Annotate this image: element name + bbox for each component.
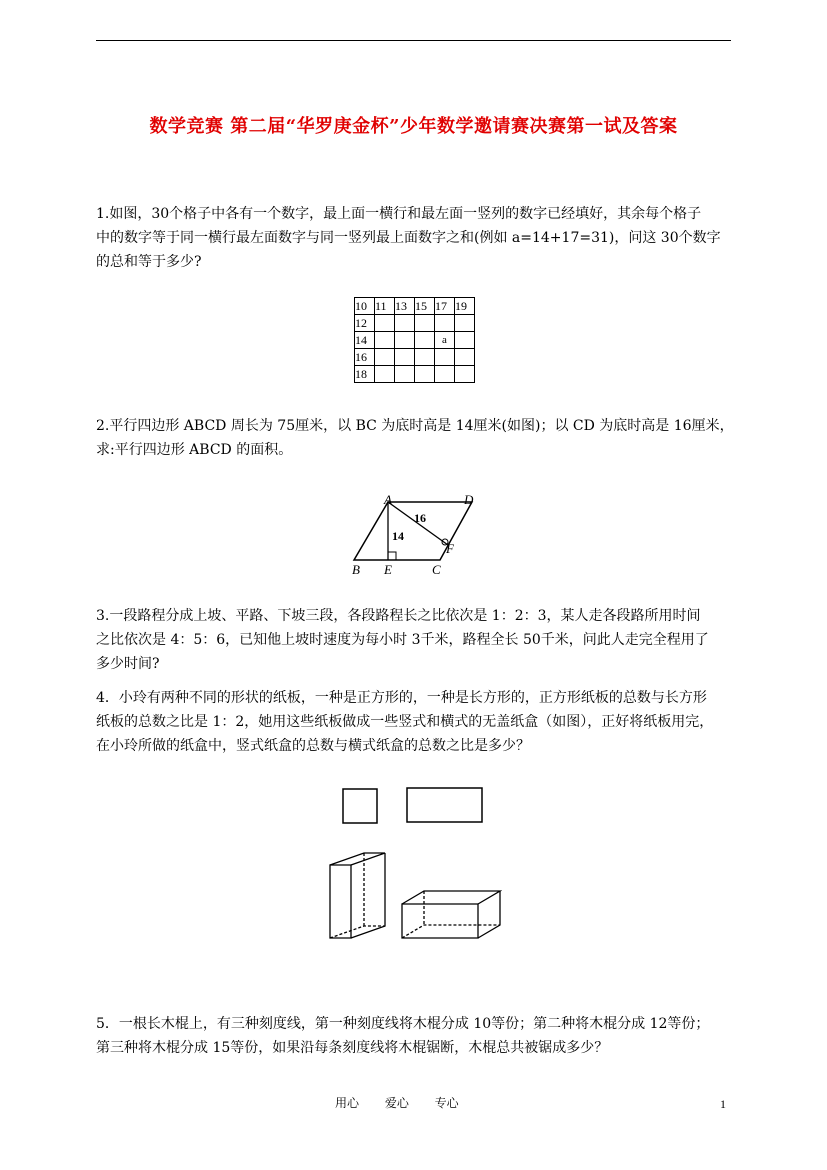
problem-1-line-3: 的总和等于多少? <box>96 254 202 270</box>
problem-3-line-1: 3.一段路程分成上坡、平路、下坡三段，各段路程长之比依次是 1：2：3，某人走各段路所用时间 <box>96 608 701 624</box>
number-grid-figure <box>354 297 475 383</box>
grid-cell <box>375 332 395 349</box>
parallelogram-figure <box>340 490 490 580</box>
grid-cell <box>415 315 435 332</box>
grid-row <box>355 366 475 383</box>
footer-motto: 用心 爱心 专心 <box>335 1096 459 1110</box>
grid-cell <box>455 366 475 383</box>
grid-cell: 12 <box>355 315 375 332</box>
problem-1-line-2: 中的数字等于同一横行最左面数字与同一竖列最上面数字之和(例如 a=14+17=31)，问这 30个数字 <box>96 230 721 246</box>
page-number: 1 <box>720 1097 726 1111</box>
grid-cell <box>395 315 415 332</box>
grid-cell: a <box>435 332 455 349</box>
grid-cell: 13 <box>395 298 415 315</box>
grid-cell: 15 <box>415 298 435 315</box>
grid-row <box>355 349 475 366</box>
grid-cell: 17 <box>435 298 455 315</box>
problem-3-line-2: 之比依次是 4：5：6，已知他上坡时速度为每小时 3千米，路程全长 50千米，问此人走完全程用了 <box>96 632 709 648</box>
grid-cell: 14 <box>355 332 375 349</box>
problem-4-line-3: 在小玲所做的纸盒中，竖式纸盒的总数与横式纸盒的总数之比是多少？ <box>96 738 530 754</box>
problem-1-line-1: 1.如图，30个格子中各有一个数字，最上面一横行和最左面一竖列的数字已经填好，其余每个格子 <box>96 206 702 222</box>
square-board <box>343 789 377 823</box>
problem-5-line-1: 5．一根长木棍上，有三种刻度线，第一种刻度线将木棍分成 10等份；第二种将木棍分成 12等份； <box>96 1016 710 1032</box>
problem-2 <box>96 414 736 462</box>
problem-3 <box>96 604 736 676</box>
number-grid <box>354 297 475 383</box>
problem-4-line-1: 4．小玲有两种不同的形状的纸板，一种是正方形的，一种是长方形的，正方形纸板的总数与长方形 <box>96 690 707 706</box>
grid-cell <box>435 349 455 366</box>
grid-cell <box>395 332 415 349</box>
grid-cell <box>455 332 475 349</box>
grid-cell <box>455 349 475 366</box>
problem-1 <box>96 202 736 274</box>
grid-cell <box>395 349 415 366</box>
grid-cell: 11 <box>375 298 395 315</box>
label-height-16: 16 <box>414 511 426 525</box>
grid-row <box>355 298 475 315</box>
grid-cell <box>375 366 395 383</box>
problem-3-line-3: 多少时间? <box>96 656 160 672</box>
horizontal-box <box>402 891 500 938</box>
grid-cell: 16 <box>355 349 375 366</box>
grid-cell <box>435 366 455 383</box>
grid-cell <box>375 315 395 332</box>
problem-2-line-2: 求:平行四边形 ABCD 的面积。 <box>96 442 293 458</box>
label-f: F <box>446 541 454 556</box>
label-e: E <box>384 562 392 577</box>
label-d: D <box>464 492 474 507</box>
rectangle-board <box>407 788 482 822</box>
grid-row <box>355 332 475 349</box>
problem-2-line-1: 2.平行四边形 ABCD 周长为 75厘米，以 BC 为底时高是 14厘米(如图)；以 CD 为底时高是 16厘米， <box>96 418 734 434</box>
grid-cell <box>415 349 435 366</box>
paper-boxes-figure <box>322 780 502 948</box>
label-height-14: 14 <box>392 529 404 543</box>
vertical-box <box>330 853 385 938</box>
page-title: 数学竞赛 第二届“华罗庚金杯”少年数学邀请赛决赛第一试及答案 <box>149 116 678 137</box>
grid-cell: 18 <box>355 366 375 383</box>
grid-cell <box>375 349 395 366</box>
label-c: C <box>432 562 441 577</box>
problem-4-line-2: 纸板的总数之比是 1：2，她用这些纸板做成一些竖式和横式的无盖纸盒（如图），正好将纸板用完， <box>96 714 714 730</box>
label-b: B <box>352 562 360 577</box>
grid-cell: 10 <box>355 298 375 315</box>
problem-5-line-2: 第三种将木棍分成 15等份，如果沿每条刻度线将木棍锯断，木棍总共被锯成多少？ <box>96 1040 609 1056</box>
header-rule <box>96 40 731 41</box>
parallelogram-abcd <box>354 502 472 560</box>
problem-4 <box>96 686 736 758</box>
label-a: A <box>384 492 392 507</box>
problem-5 <box>96 1012 736 1060</box>
grid-row <box>355 315 475 332</box>
grid-cell: 19 <box>455 298 475 315</box>
right-angle-e <box>388 552 396 560</box>
grid-cell <box>455 315 475 332</box>
grid-cell <box>435 315 455 332</box>
grid-cell <box>415 366 435 383</box>
grid-cell <box>415 332 435 349</box>
grid-cell <box>395 366 415 383</box>
